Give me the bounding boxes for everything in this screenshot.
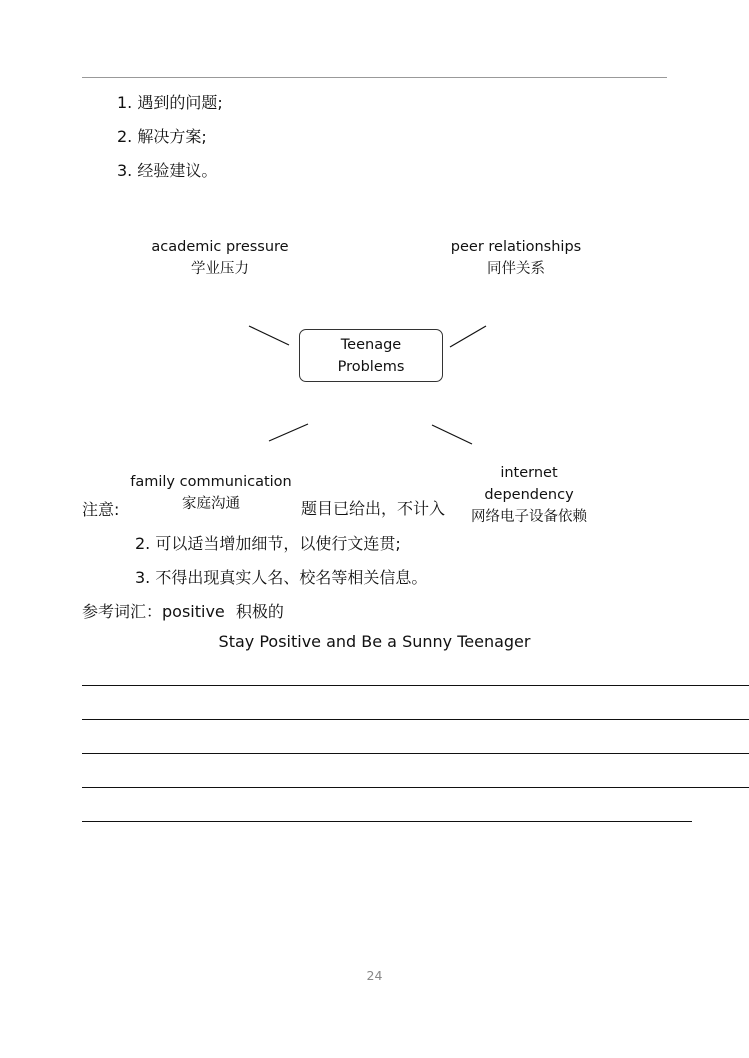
note-text: 可以适当增加细节，以使行文连贯;	[155, 534, 401, 553]
requirement-text: 解决方案;	[137, 127, 207, 146]
mindmap-center-node	[299, 329, 443, 382]
vocabulary-meaning: 积极的	[235, 602, 284, 621]
answer-line-3	[82, 753, 749, 754]
page-number: 24	[366, 968, 383, 983]
notes-label: 注意:	[82, 500, 120, 519]
mindmap-node-academic-pressure	[140, 236, 300, 280]
mindmap-node-family-communication	[121, 471, 301, 515]
note-number: 2.	[135, 534, 151, 553]
notes-item-3	[135, 565, 427, 588]
answer-line-4	[82, 787, 749, 788]
answer-line-2	[82, 719, 749, 720]
essay-title: Stay Positive and Be a Sunny Teenager	[218, 632, 531, 651]
node-english-label: academic pressure	[151, 239, 289, 255]
notes-item-2	[135, 531, 401, 554]
vocabulary-label: 参考词汇：positive	[82, 602, 225, 621]
requirement-number: 3.	[117, 161, 133, 180]
node-chinese-label: 同伴关系	[487, 261, 545, 277]
center-node-line-1: Teenage	[340, 336, 402, 353]
node-chinese-label: 学业压力	[191, 261, 249, 277]
requirement-number: 1.	[117, 93, 133, 112]
node-english-label: peer relationships	[450, 239, 582, 255]
connector-bottom-right	[432, 425, 472, 444]
requirement-number: 2.	[117, 127, 133, 146]
answer-line-5	[82, 821, 692, 822]
mindmap-node-internet-dependency	[459, 462, 599, 528]
requirement-text: 遇到的问题;	[137, 93, 223, 112]
connector-top-left	[249, 326, 289, 345]
requirement-text: 经验建议。	[137, 161, 218, 180]
node-chinese-label: 网络电子设备依赖	[471, 509, 587, 525]
note-text: 不得出现真实人名、校名等相关信息。	[155, 568, 428, 587]
node-chinese-label: 家庭沟通	[182, 496, 240, 512]
note-number: 3.	[135, 568, 151, 587]
notes-item-1-tail: 题目已给出，不计入	[301, 499, 446, 518]
connector-top-right	[450, 326, 486, 347]
center-node-line-2: Problems	[337, 358, 405, 375]
node-english-label: internet	[500, 465, 558, 481]
connector-bottom-left	[269, 424, 308, 441]
node-english-label: family communication	[130, 474, 292, 490]
mindmap-node-peer-relationships	[436, 236, 596, 280]
vocabulary-line	[82, 599, 284, 622]
node-english-label: dependency	[484, 487, 574, 503]
answer-line-1	[82, 685, 749, 686]
